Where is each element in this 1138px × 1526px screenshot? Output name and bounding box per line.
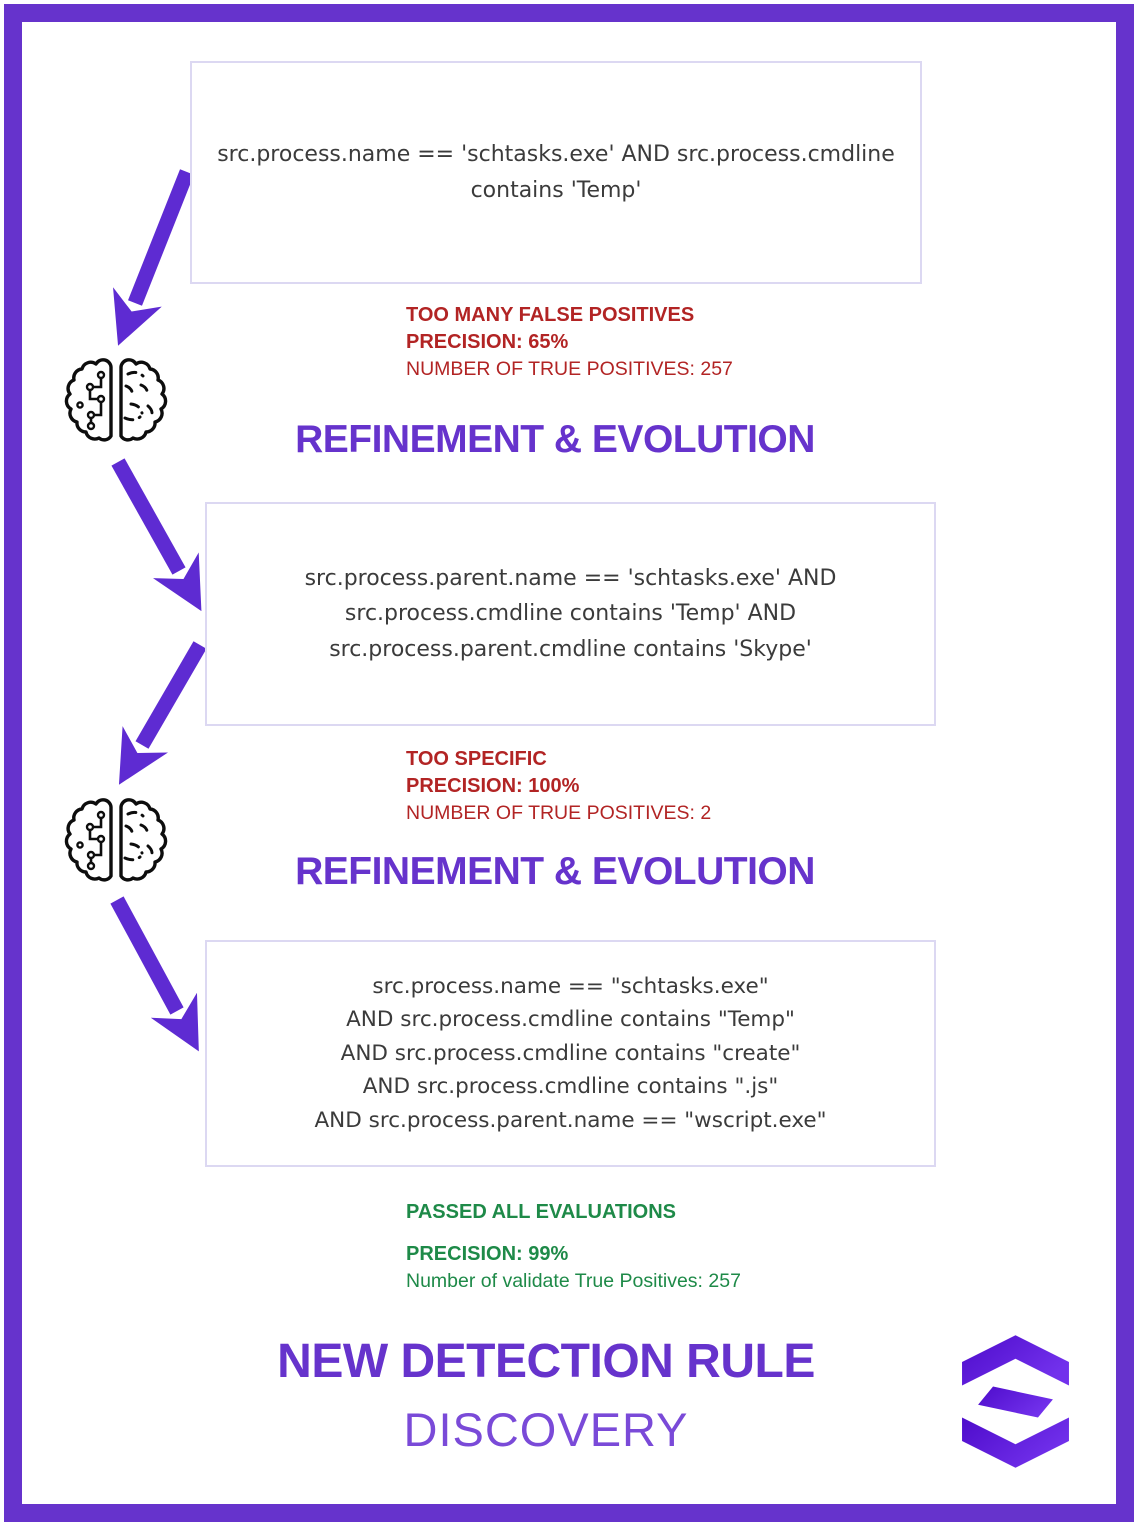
query-line: AND src.process.cmdline contains "Temp": [346, 1007, 795, 1033]
footer-subtitle: DISCOVERY: [403, 1403, 689, 1456]
evaluation-precision: PRECISION: 99%: [406, 1243, 569, 1266]
query-line: src.process.parent.cmdline contains 'Skype': [329, 636, 812, 662]
evaluation-precision: PRECISION: 100%: [406, 775, 580, 798]
evaluation-true-positives: Number of validate True Positives: 257: [406, 1270, 741, 1293]
query-line: AND src.process.cmdline contains ".js": [362, 1074, 779, 1100]
query-text-1: [217, 137, 895, 207]
hexagon-s-logo-icon: [946, 1332, 1085, 1471]
query-box-3: [205, 940, 936, 1167]
evaluation-result-3: [406, 1199, 741, 1295]
refinement-heading-2: REFINEMENT & EVOLUTION: [295, 850, 815, 893]
query-line: AND src.process.parent.name == "wscript.exe": [314, 1107, 827, 1133]
evaluation-precision: PRECISION: 65%: [406, 331, 569, 354]
refinement-heading-1: REFINEMENT & EVOLUTION: [295, 418, 815, 461]
evaluation-result-1: [406, 302, 733, 383]
arrow-query2-to-brain2: [142, 645, 200, 745]
query-text-2: [305, 561, 837, 668]
evaluation-result-2: [406, 746, 711, 827]
evaluation-true-positives: NUMBER OF TRUE POSITIVES: 2: [406, 802, 712, 825]
query-line: contains 'Temp': [470, 177, 642, 203]
evaluation-verdict: TOO MANY FALSE POSITIVES: [406, 304, 695, 326]
evaluation-verdict: TOO SPECIFIC: [406, 748, 547, 770]
footer-title: NEW DETECTION RULE: [277, 1335, 815, 1388]
query-line: src.process.cmdline contains 'Temp' AND: [344, 601, 797, 627]
evaluation-verdict: PASSED ALL EVALUATIONS: [406, 1201, 677, 1223]
query-text-3: [314, 970, 826, 1138]
query-line: src.process.parent.name == 'schtasks.exe' AND: [304, 565, 837, 591]
arrow-brain1-to-query2: [118, 462, 179, 571]
query-box-2: [205, 502, 936, 726]
arrow-brain2-to-query3: [117, 900, 177, 1011]
query-line: AND src.process.cmdline contains "create": [340, 1040, 801, 1066]
evaluation-true-positives: NUMBER OF TRUE POSITIVES: 257: [406, 358, 733, 381]
query-line: src.process.name == "schtasks.exe": [372, 973, 769, 999]
arrow-query1-to-brain1: [135, 172, 187, 303]
query-line: src.process.name == 'schtasks.exe' AND src.process.cmdline: [217, 142, 895, 168]
query-box-1: [190, 61, 922, 284]
